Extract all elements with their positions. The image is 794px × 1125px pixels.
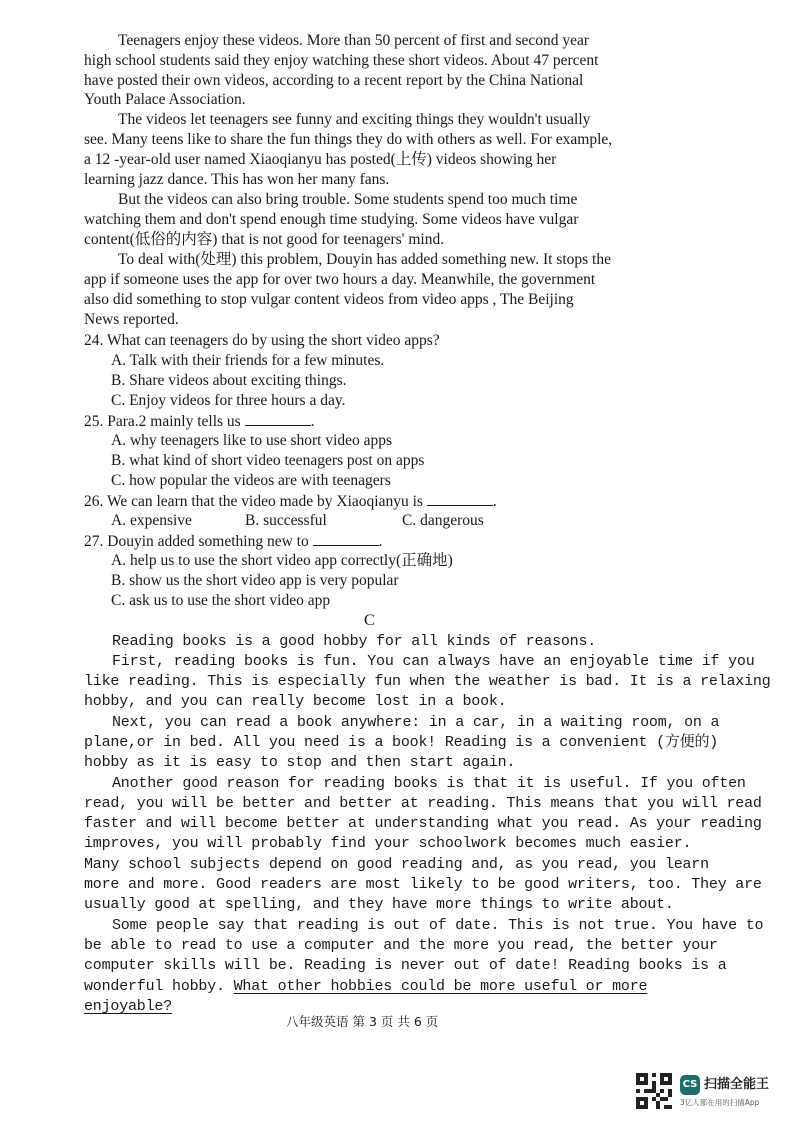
question-25-stem: 25. Para.2 mainly tells us . bbox=[84, 413, 315, 430]
passage-c-p5-line4 bbox=[84, 977, 647, 997]
question-26-stem: 26. We can learn that the video made by Xiaoqianyu is . bbox=[84, 493, 497, 510]
passage-b-p4-line3: also did something to stop vulgar content videos from video apps , The Beijing bbox=[84, 291, 574, 308]
question-27-stem-text: 27. Douyin added something new to bbox=[84, 533, 313, 550]
passage-b-p3-line2: watching them and don't spend enough time studying. Some videos have vulgar bbox=[84, 211, 579, 228]
question-26-option-b: B. successful bbox=[245, 512, 327, 529]
passage-c-p2-line1: First, reading books is fun. You can always have an enjoyable time if you bbox=[112, 653, 755, 670]
passage-c-p5-line3: computer skills will be. Reading is never out of date! Reading books is a bbox=[84, 957, 727, 974]
question-25-option-b: B. what kind of short video teenagers post on apps bbox=[111, 452, 425, 469]
passage-c-p4-line7: usually good at spelling, and they have more things to write about. bbox=[84, 896, 674, 913]
passage-c-p5-line5 bbox=[84, 997, 172, 1017]
question-24-option-a: A. Talk with their friends for a few minutes. bbox=[111, 352, 385, 369]
underlined-question: What other hobbies could be more useful or more bbox=[233, 978, 648, 995]
passage-c-p4-line2: read, you will be better and better at reading. This means that you will read bbox=[84, 795, 762, 812]
passage-c-p4-line3: faster and will become better at understanding what you read. As your reading bbox=[84, 815, 762, 832]
passage-b-p4-line1: To deal with(处理) this problem, Douyin has added something new. It stops the bbox=[118, 251, 611, 268]
passage-b-p2-line3: a 12 -year-old user named Xiaoqianyu has posted(上传) videos showing her bbox=[84, 151, 557, 168]
passage-b-p1-line1: Teenagers enjoy these videos. More than 50 percent of first and second year bbox=[118, 32, 590, 49]
passage-b-p1-line2: high school students said they enjoy watching these short videos. About 47 percent bbox=[84, 52, 599, 69]
passage-c-p5-line1: Some people say that reading is out of date. This is not true. You have to bbox=[112, 917, 764, 934]
passage-c-p3-line2: plane,or in bed. All you need is a book! Reading is a convenient (方便的) bbox=[84, 734, 719, 751]
passage-b-p4-line2: app if someone uses the app for over two hours a day. Meanwhile, the government bbox=[84, 271, 596, 288]
question-26-stem-text: 26. We can learn that the video made by Xiaoqianyu is bbox=[84, 493, 427, 510]
passage-c-p3-line1: Next, you can read a book anywhere: in a car, in a waiting room, on a bbox=[112, 714, 720, 731]
passage-b-p1-line3: have posted their own videos, according to a recent report by the China National bbox=[84, 72, 584, 89]
passage-b-p4-line4: News reported. bbox=[84, 311, 179, 328]
question-24-option-b: B. Share videos about exciting things. bbox=[111, 372, 347, 389]
scanner-watermark bbox=[636, 1073, 786, 1113]
passage-c-p3-line3: hobby as it is easy to stop and then start again. bbox=[84, 754, 516, 771]
passage-c-p5-line4-start: wonderful hobby. bbox=[84, 978, 234, 995]
passage-b-p2-line2: see. Many teens like to share the fun things they do with others as well. For example, bbox=[84, 131, 613, 148]
section-c-heading: C bbox=[364, 612, 375, 629]
question-27-option-a: A. help us to use the short video app correctly(正确地) bbox=[111, 552, 453, 569]
scanner-tagline: 3亿人都在用的扫描App bbox=[680, 1098, 760, 1107]
question-25-option-c: C. how popular the videos are with teenagers bbox=[111, 472, 391, 489]
passage-c-p5-line2: be able to read to use a computer and the more you read, the better your bbox=[84, 937, 718, 954]
answer-blank bbox=[245, 411, 311, 426]
passage-c-p4-line5: Many school subjects depend on good reading and, as you read, you learn bbox=[84, 856, 709, 873]
camscanner-logo-icon: CS bbox=[680, 1075, 700, 1095]
passage-c-p2-line3: hobby, and you can really become lost in a book. bbox=[84, 693, 507, 710]
passage-c-p4-line6: more and more. Good readers are most likely to be good writers, too. They are bbox=[84, 876, 762, 893]
question-25-stem-text: 25. Para.2 mainly tells us bbox=[84, 413, 245, 430]
passage-c-p4-line4: improves, you will probably find your schoolwork becomes much easier. bbox=[84, 835, 692, 852]
scanner-app-name: 扫描全能王 bbox=[704, 1077, 770, 1092]
question-26-option-c: C. dangerous bbox=[402, 512, 484, 529]
question-27-option-b: B. show us the short video app is very popular bbox=[111, 572, 399, 589]
underlined-question-end: enjoyable? bbox=[84, 998, 173, 1015]
passage-c-p2-line2: like reading. This is especially fun when the weather is bad. It is a relaxing bbox=[84, 673, 771, 690]
question-26-option-a: A. expensive bbox=[111, 512, 192, 529]
passage-b-p1-line4: Youth Palace Association. bbox=[84, 91, 246, 108]
answer-blank bbox=[313, 531, 379, 546]
question-24-option-c: C. Enjoy videos for three hours a day. bbox=[111, 392, 346, 409]
passage-b-p2-line4: learning jazz dance. This has won her many fans. bbox=[84, 171, 390, 188]
question-27-option-c: C. ask us to use the short video app bbox=[111, 592, 331, 609]
passage-b-p3-line1: But the videos can also bring trouble. Some students spend too much time bbox=[118, 191, 578, 208]
page-footer: 八年级英语 第 3 页 共 6 页 bbox=[286, 1014, 439, 1029]
answer-blank bbox=[427, 491, 493, 506]
question-27-stem: 27. Douyin added something new to . bbox=[84, 533, 383, 550]
qr-code-icon bbox=[636, 1073, 672, 1109]
passage-c-p1-line1: Reading books is a good hobby for all kinds of reasons. bbox=[112, 633, 597, 650]
question-24-stem: 24. What can teenagers do by using the short video apps? bbox=[84, 332, 440, 349]
passage-b-p3-line3: content(低俗的内容) that is not good for teenagers' mind. bbox=[84, 231, 445, 248]
passage-c-p4-line1: Another good reason for reading books is that it is useful. If you often bbox=[112, 775, 746, 792]
passage-b-p2-line1: The videos let teenagers see funny and exciting things they wouldn't usually bbox=[118, 111, 591, 128]
question-25-option-a: A. why teenagers like to use short video apps bbox=[111, 432, 393, 449]
